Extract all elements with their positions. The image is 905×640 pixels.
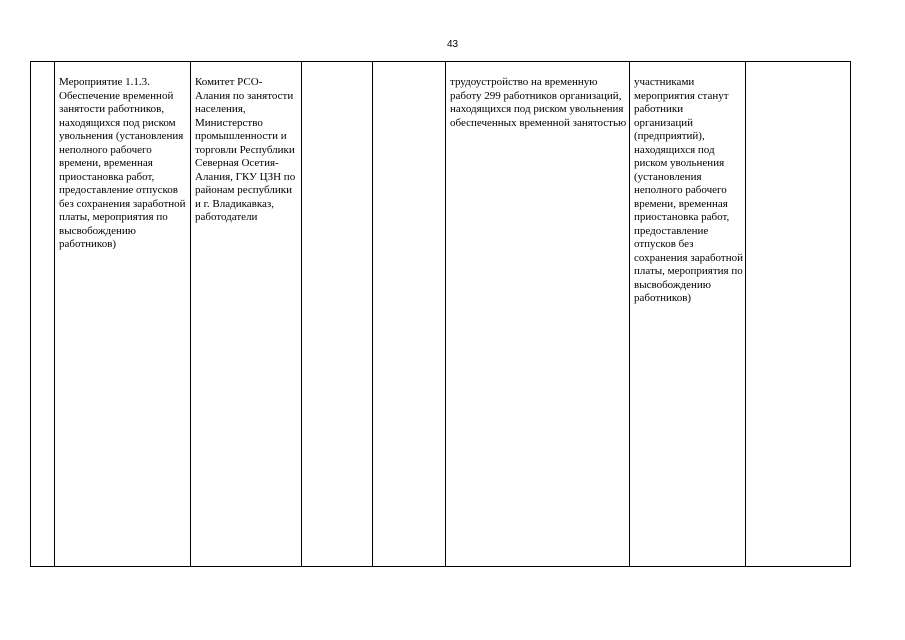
program-table: [30, 61, 851, 567]
table-row: [31, 62, 851, 567]
empty-cell: [373, 62, 446, 567]
empty-cell: [302, 62, 373, 567]
measure-cell: Мероприятие 1.1.3. Обеспечение временной занятости работников, находящихся под риском увольнения (установления неполного рабочего времени, временная приостановка работ, предоставление отпусков без сохранения заработной платы, мероприятия по высвобождению работников): [55, 62, 191, 567]
result-cell: трудоустройство на временную работу 299 работников организаций, находящихся под риском увольнения обеспеченных временной занятостью: [446, 62, 630, 567]
empty-cell: [746, 62, 851, 567]
row-number-cell: [31, 62, 55, 567]
executors-cell: Комитет РСО- Алания по занятости населения, Министерство промышленности и торговли Республики Северная Осетия-Алания, ГКУ ЦЗН по районам республики и г. Владикавказ, работодатели: [191, 62, 302, 567]
page-number: 43: [446, 39, 459, 50]
participants-cell: участниками мероприятия станут работники организаций (предприятий), находящихся под риском увольнения (установления неполного рабочего времени, временная приостановка работ, предоставление отпусков без сохранения заработной платы, мероприятия по высвобождению работников): [630, 62, 746, 567]
